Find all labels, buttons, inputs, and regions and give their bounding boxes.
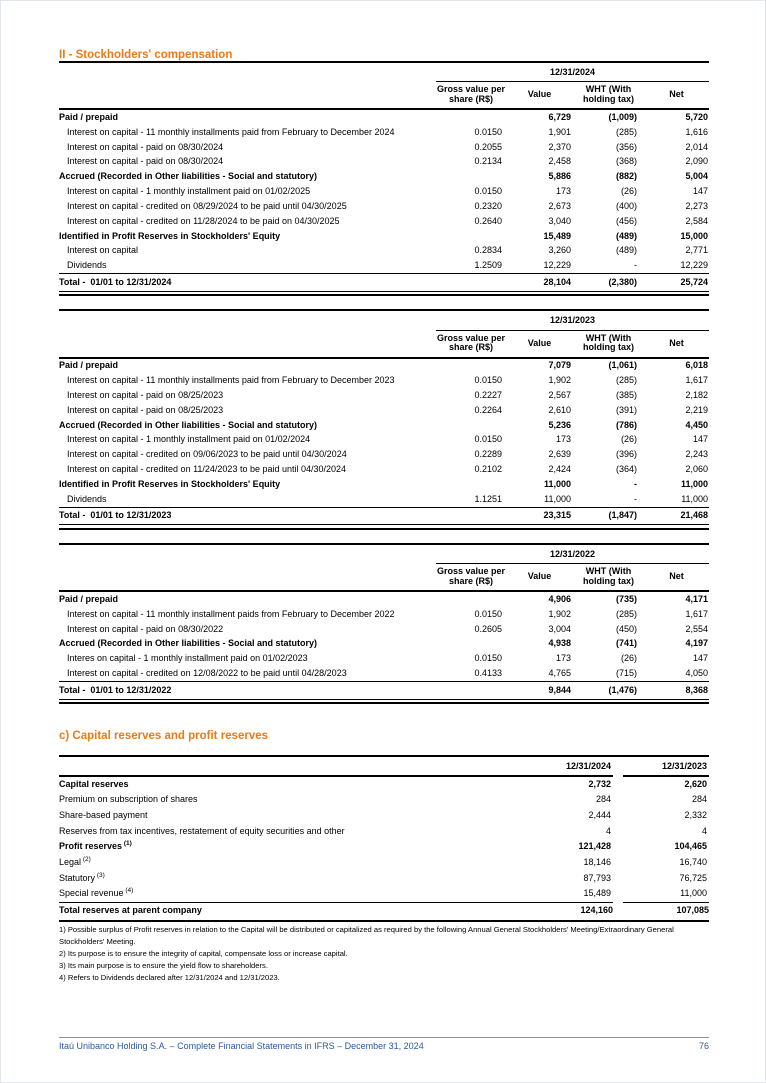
cell-gross-value (436, 418, 506, 433)
cell-wht: (285) (615, 375, 637, 386)
column-header: Net (644, 82, 709, 109)
compensation-table-12/31/2023 (59, 309, 709, 525)
total-row (59, 507, 709, 525)
period-row (59, 544, 709, 564)
page-number: 76 (698, 1041, 709, 1051)
column-header-row (59, 564, 709, 591)
table-row (59, 403, 709, 418)
cell-value: 2,673 (548, 200, 571, 211)
cell-2023: 2,332 (684, 810, 707, 821)
table-row (59, 433, 709, 448)
column-gap (613, 824, 623, 840)
row-label: Interest on capital - credited on 08/29/2024 to be paid until 04/30/2025 (67, 200, 347, 211)
cell-net: 147 (693, 653, 709, 664)
table-row (59, 199, 709, 214)
period-label: 12/31/2022 (436, 544, 709, 564)
row-label: Interest on capital - paid on 08/25/2023 (67, 390, 224, 400)
footnote: 3) Its main purpose is to ensure the yield flow to shareholders. (59, 961, 268, 971)
table-header (59, 310, 709, 357)
table-row (59, 652, 709, 667)
cell-value: 2,639 (548, 449, 571, 460)
cell-2023: 284 (691, 794, 707, 805)
cell-wht: (882) (615, 171, 637, 182)
period-blank-cell (59, 544, 436, 564)
reserves-header (59, 756, 709, 775)
cell-gross-value: 1.2509 (474, 260, 502, 271)
cell-gross-value (436, 358, 506, 374)
cell-net: 4,450 (685, 419, 709, 430)
table-row (59, 492, 709, 507)
cell-gross-value (436, 591, 506, 607)
reserves-row (59, 855, 709, 871)
footnote-reference: (4) (123, 887, 134, 895)
column-header: Value (506, 564, 573, 591)
cell-net: 4,171 (685, 593, 709, 604)
row-label: Capital reserves (59, 778, 129, 789)
reserves-row (59, 886, 709, 902)
table-footer (59, 682, 709, 700)
cell-net: 2,243 (685, 449, 709, 460)
column-gap (613, 808, 623, 824)
table-row (59, 637, 709, 652)
row-label: Interest on capital - paid on 08/30/2024 (67, 156, 224, 167)
cell-value: 12,229 (543, 260, 571, 271)
cell-net: 4,050 (685, 668, 709, 678)
cell-gross-value: 0.0150 (474, 126, 502, 137)
total-net: 8,368 (644, 682, 709, 700)
table-footer (59, 507, 709, 525)
page-content (59, 1, 709, 984)
cell-gross-value: 0.2605 (474, 623, 502, 634)
reserves-row (59, 776, 709, 793)
cell-2023: 11,000 (623, 886, 709, 902)
cell-gross-value (436, 637, 506, 652)
stockholders-compensation-tables (59, 61, 709, 704)
cell-wht: (385) (615, 390, 637, 400)
table-bottom-rule (59, 528, 709, 530)
cell-net: 11,000 (681, 478, 709, 489)
reserves-row (59, 808, 709, 824)
row-label: Identified in Profit Reserves in Stockholders' Equity (59, 230, 281, 241)
cell-gross-value: 0.0150 (474, 375, 502, 386)
cell-wht: (391) (615, 404, 637, 415)
row-label: Profit reserves $^{(1)}$ (59, 840, 132, 852)
cell-wht: (456) (615, 215, 637, 226)
cell-value: 5,236 (548, 419, 571, 430)
row-label: Accrued (Recorded in Other liabilities - Social and statutory) (59, 419, 318, 430)
cell-2023: 16,740 (679, 856, 707, 867)
cell-value: 3,260 (548, 245, 571, 256)
cell-net: 4,197 (685, 638, 709, 649)
cell-2024: 15,489 (523, 886, 613, 902)
total-wht: (2,380) (573, 274, 644, 292)
total-value: 23,315 (506, 507, 573, 525)
cell-2024: 284 (595, 794, 611, 805)
cell-net: 147 (693, 434, 709, 445)
cell-wht: (26) (620, 186, 637, 197)
cell-2024: 121,428 (578, 841, 611, 852)
row-label: Interest on capital - 11 monthly installments paid from February to December 2023 (67, 375, 395, 386)
cell-wht: (489) (615, 230, 637, 241)
cell-value: 2,458 (548, 156, 571, 167)
table-row (59, 477, 709, 492)
cell-gross-value (436, 170, 506, 185)
column-gap (613, 855, 623, 871)
cell-value: 11,000 (543, 478, 571, 489)
cell-gross-value: 0.0150 (474, 608, 502, 619)
cell-net: 6,018 (685, 360, 709, 371)
column-header: Gross value per share (R$) (436, 82, 506, 109)
row-label: Share-based payment (59, 810, 148, 821)
table-row (59, 125, 709, 140)
column-header: Gross value per share (R$) (436, 330, 506, 357)
cell-wht: (1,009) (608, 112, 637, 122)
row-label: Interest on capital - paid on 08/30/2022 (67, 623, 224, 634)
row-label: Dividends (67, 493, 107, 504)
total-row (59, 682, 709, 700)
table-header (59, 544, 709, 591)
cell-wht: (396) (615, 449, 637, 460)
cell-wht: (356) (615, 141, 637, 152)
row-label: Reserves from tax incentives, restatement of equity securities and other (59, 825, 345, 836)
cell-value: 2,370 (548, 141, 571, 152)
total-gross (436, 507, 506, 525)
cell-net: 1,616 (685, 126, 709, 137)
reserves-col-2023: 12/31/2023 (623, 756, 709, 775)
cell-wht: (735) (615, 593, 637, 604)
column-header-blank (59, 82, 436, 109)
cell-value: 5,886 (548, 171, 571, 182)
cell-value: 7,079 (548, 360, 571, 371)
column-header: Net (644, 330, 709, 357)
cell-2024: 2,732 (588, 778, 611, 789)
column-gap (613, 792, 623, 808)
column-header: WHT (With holding tax) (573, 564, 644, 591)
cell-value: 1,902 (548, 608, 571, 619)
footer-text: Itaú Unibanco Holding S.A. – Complete Financial Statements in IFRS – December 31, 2024 (59, 1041, 424, 1051)
cell-value: 2,567 (548, 390, 571, 400)
row-label: Statutory $^{(3)}$ (59, 871, 105, 883)
cell-net: 147 (693, 186, 709, 197)
cell-wht: (285) (615, 608, 637, 619)
cell-net: 5,720 (685, 112, 709, 122)
cell-wht: (489) (615, 245, 637, 256)
reserves-col-2024: 12/31/2024 (523, 756, 613, 775)
cell-net: 2,771 (685, 245, 709, 256)
total-wht: (1,476) (573, 682, 644, 700)
period-blank-cell (59, 62, 436, 82)
cell-wht: (450) (615, 623, 637, 634)
cell-value: 6,729 (548, 112, 571, 122)
cell-net: 2,060 (685, 464, 709, 475)
period-blank-cell (59, 310, 436, 330)
cell-net: 2,014 (685, 141, 709, 152)
column-header: WHT (With holding tax) (573, 82, 644, 109)
cell-net: 2,273 (685, 200, 709, 211)
footnote-reference: (3) (95, 871, 105, 879)
cell-gross-value: 0.2264 (474, 404, 502, 415)
cell-value: 4,765 (548, 668, 571, 678)
cell-net: 1,617 (685, 375, 709, 386)
cell-2023: 4 (701, 825, 707, 836)
table-row (59, 155, 709, 170)
reserves-row (59, 839, 709, 855)
total-gross (436, 682, 506, 700)
cell-wht: (285) (615, 126, 637, 137)
row-label: Interest on capital - credited on 12/08/2022 to be paid until 04/28/2023 (67, 668, 347, 678)
compensation-table-12/31/2022 (59, 543, 709, 700)
table-bottom-rule (59, 702, 709, 704)
row-label: Accrued (Recorded in Other liabilities - Social and statutory) (59, 171, 318, 182)
cell-wht: (786) (615, 419, 637, 430)
cell-gross-value: 0.2834 (474, 245, 502, 256)
table-row (59, 666, 709, 681)
column-gap (613, 902, 623, 921)
row-label: Paid / prepaid (59, 593, 119, 604)
cell-wht: (1,061) (608, 360, 637, 371)
column-header-row (59, 82, 709, 109)
period-row (59, 310, 709, 330)
total-value: 9,844 (506, 682, 573, 700)
table-body (59, 591, 709, 681)
total-gross (436, 274, 506, 292)
reserves-row (59, 902, 709, 921)
cell-net: 2,554 (685, 623, 709, 634)
cell-value: 3,040 (548, 215, 571, 226)
column-header: Value (506, 82, 573, 109)
cell-gross-value: 0.4133 (474, 668, 502, 678)
cell-value: 1,902 (548, 375, 571, 386)
table-row (59, 607, 709, 622)
cell-value: 4,938 (548, 638, 571, 649)
row-label: Paid / prepaid (59, 112, 119, 122)
cell-wht: - (634, 260, 637, 271)
cell-value: 2,424 (548, 464, 571, 475)
table-row (59, 229, 709, 244)
compensation-table-12/31/2024 (59, 61, 709, 292)
cell-value: 1,901 (548, 126, 571, 137)
table-row (59, 462, 709, 477)
cell-gross-value: 0.2055 (474, 141, 502, 152)
row-label: Total reserves at parent company (59, 902, 523, 921)
cell-value: 173 (555, 434, 571, 445)
reserves-row (59, 870, 709, 886)
column-gap (613, 756, 623, 775)
column-header-blank (59, 564, 436, 591)
column-gap (613, 839, 623, 855)
row-label: Interest on capital - 1 monthly installment paid on 01/02/2025 (67, 186, 311, 197)
table-row (59, 622, 709, 637)
cell-wht: (368) (615, 156, 637, 167)
reserves-header-blank (59, 756, 523, 775)
row-label: Interes on capital - 1 monthly installment paid on 01/02/2023 (67, 653, 308, 664)
row-label: Special revenue $^{(4)}$ (59, 886, 523, 902)
cell-net: 5,004 (685, 171, 709, 182)
column-header: Net (644, 564, 709, 591)
table-row (59, 388, 709, 403)
row-label: Paid / prepaid (59, 360, 119, 371)
row-label: Dividends (67, 260, 107, 271)
cell-wht: - (634, 493, 637, 504)
table-row (59, 109, 709, 125)
row-label: Interest on capital - credited on 11/28/2024 to be paid on 04/30/2025 (67, 215, 340, 226)
cell-wht: (400) (615, 200, 637, 211)
cell-net: 2,219 (685, 404, 709, 415)
cell-net: 2,584 (685, 215, 709, 226)
reserves-body (59, 776, 709, 921)
column-header-row (59, 330, 709, 357)
cell-gross-value: 0.0150 (474, 434, 502, 445)
total-value: 28,104 (506, 274, 573, 292)
cell-2023: 76,725 (679, 872, 707, 883)
row-label: Interest on capital - paid on 08/25/2023 (67, 404, 224, 415)
row-label: Interest on capital - 11 monthly installments paid from February to December 2024 (67, 126, 395, 137)
table-header (59, 62, 709, 109)
cell-value: 15,489 (543, 230, 571, 241)
row-label: Interest on capital - credited on 11/24/2023 to be paid until 04/30/2024 (67, 464, 347, 475)
column-gap (613, 886, 623, 902)
cell-2024: 2,444 (588, 810, 611, 821)
cell-gross-value (436, 477, 506, 492)
column-header: WHT (With holding tax) (573, 330, 644, 357)
reserves-table (59, 755, 709, 921)
row-label: Interest on capital (67, 245, 139, 256)
capital-profit-reserves-table (59, 755, 709, 921)
cell-2023: 104,465 (674, 841, 707, 852)
cell-net: 11,000 (681, 493, 709, 504)
cell-gross-value: 1.1251 (474, 493, 502, 504)
table-bottom-rule (59, 294, 709, 296)
footnote-reference: (2) (81, 855, 91, 863)
reserves-row (59, 824, 709, 840)
cell-gross-value: 0.2134 (474, 156, 502, 167)
cell-net: 15,000 (680, 230, 709, 241)
row-label: Legal $^{(2)}$ (59, 855, 91, 867)
footnote: 2) Its purpose is to ensure the integrity of capital, compensate loss or increase capital. (59, 949, 348, 958)
table-body (59, 358, 709, 508)
table-row (59, 358, 709, 374)
cell-value: 3,004 (548, 623, 571, 634)
footnote-reference: (1) (122, 840, 132, 848)
table-row (59, 170, 709, 185)
row-label: Premium on subscription of shares (59, 794, 198, 805)
cell-value: 173 (555, 653, 571, 664)
cell-net: 1,617 (685, 608, 709, 619)
cell-2024: 124,160 (523, 902, 613, 921)
cell-gross-value: 0.2640 (474, 215, 502, 226)
reserves-header-row (59, 756, 709, 775)
cell-2023: 2,620 (684, 778, 707, 789)
cell-value: 11,000 (544, 493, 571, 504)
cell-net: 12,229 (680, 260, 709, 271)
total-label: Total - 01/01 to 12/31/2022 (59, 682, 436, 700)
cell-wht: - (634, 478, 637, 489)
row-label: Interest on capital - 1 monthly installment paid on 01/02/2024 (67, 434, 311, 445)
table-row (59, 418, 709, 433)
total-net: 21,468 (644, 507, 709, 525)
row-label: Interest on capital - 11 monthly installment paids from February to December 2022 (67, 608, 395, 619)
cell-wht: (26) (620, 434, 637, 445)
period-label: 12/31/2023 (436, 310, 709, 330)
row-label: Interest on capital - paid on 08/30/2024 (67, 141, 224, 152)
total-label: Total - 01/01 to 12/31/2023 (59, 507, 436, 525)
section-c-title: c) Capital reserves and profit reserves (59, 730, 269, 743)
cell-gross-value (436, 229, 506, 244)
cell-value: 2,610 (548, 404, 571, 415)
total-row (59, 274, 709, 292)
column-header: Gross value per share (R$) (436, 564, 506, 591)
cell-wht: (741) (615, 638, 637, 649)
cell-gross-value (436, 109, 506, 125)
cell-wht: (364) (615, 464, 637, 475)
table-row (59, 258, 709, 273)
cell-gross-value: 0.2289 (474, 449, 502, 460)
row-label: Accrued (Recorded in Other liabilities - Social and statutory) (59, 638, 318, 649)
column-gap (613, 870, 623, 886)
cell-gross-value: 0.0150 (474, 653, 502, 664)
page-footer (59, 1037, 709, 1051)
row-label: Identified in Profit Reserves in Stockholders' Equity (59, 478, 281, 489)
period-row (59, 62, 709, 82)
cell-2023: 107,085 (623, 902, 709, 921)
footnote: 4) Refers to Dividends declared after 12/31/2024 and 12/31/2023. (59, 973, 280, 983)
table-footer (59, 274, 709, 292)
cell-wht: (715) (615, 668, 637, 678)
section-ii-title: II - Stockholders' compensation (59, 49, 233, 61)
cell-gross-value: 0.2102 (474, 464, 502, 475)
cell-2024: 4 (605, 825, 611, 836)
footnotes (59, 924, 709, 985)
total-wht: (1,847) (573, 507, 644, 525)
row-label: Interest on capital - credited on 09/06/2023 to be paid until 04/30/2024 (67, 449, 347, 460)
table-row (59, 244, 709, 259)
column-header-blank (59, 330, 436, 357)
column-header: Value (506, 330, 573, 357)
table-row (59, 448, 709, 463)
total-net: 25,724 (644, 274, 709, 292)
cell-value: 173 (555, 186, 571, 197)
table-row (59, 140, 709, 155)
cell-2024: 18,146 (583, 856, 611, 867)
table-body (59, 109, 709, 273)
cell-net: 2,090 (685, 156, 709, 167)
table-row (59, 184, 709, 199)
period-label: 12/31/2024 (436, 62, 709, 82)
table-row (59, 591, 709, 607)
cell-net: 2,182 (685, 390, 709, 400)
reserves-row (59, 792, 709, 808)
cell-2024: 87,793 (583, 872, 611, 883)
footnote: 1) Possible surplus of Profit reserves in relation to the Capital will be distributed or capitalized as required by the following Annual General Stockholders' Meeting/Extraordinary General Stockholders' Meeting. (59, 924, 674, 946)
cell-gross-value: 0.0150 (474, 186, 502, 197)
total-label: Total - 01/01 to 12/31/2024 (59, 274, 436, 292)
table-row (59, 214, 709, 229)
table-row (59, 374, 709, 389)
cell-value: 4,906 (548, 593, 571, 604)
cell-gross-value: 0.2227 (474, 390, 502, 400)
column-gap (613, 776, 623, 793)
cell-gross-value: 0.2320 (474, 200, 502, 211)
cell-wht: (26) (620, 653, 637, 664)
